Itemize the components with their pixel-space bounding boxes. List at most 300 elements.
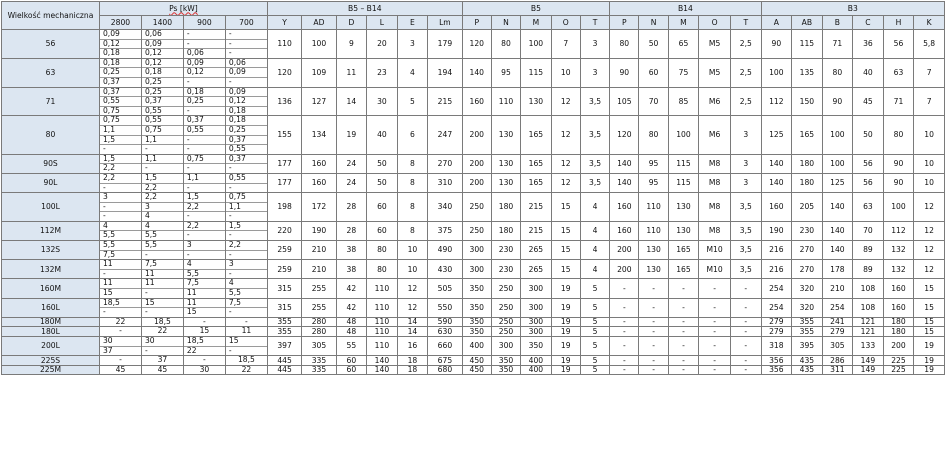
b5b14-cell: 80 — [367, 241, 398, 260]
power-value: 0,12 — [100, 40, 141, 50]
power-value: 1,5 — [100, 155, 141, 165]
power-value: 1,1 — [142, 155, 183, 165]
power-value: 22 — [157, 326, 168, 336]
b14-cell: - — [731, 327, 762, 337]
power-value: 0,09 — [226, 88, 267, 98]
b14-cell: 95 — [639, 173, 668, 192]
b14-cell: 85 — [668, 87, 699, 116]
b5b14-cell: 14 — [336, 87, 367, 116]
b5-cell: 165 — [521, 116, 552, 154]
power-value: 1,5 — [184, 193, 225, 203]
b5b14-cell: 60 — [336, 365, 367, 375]
power-value: - — [144, 307, 148, 317]
b3-cell: 318 — [761, 337, 792, 356]
power-cell — [225, 241, 267, 260]
b5b14-cell: 630 — [428, 327, 462, 337]
power-value: - — [186, 76, 190, 86]
b3-cell: 19 — [914, 365, 945, 375]
b14-cell: 100 — [668, 116, 699, 154]
b5b14-cell: 30 — [367, 87, 398, 116]
b5b14-cell: 14 — [397, 327, 428, 337]
b14-cell: - — [610, 365, 639, 375]
b3-cell: 178 — [822, 260, 853, 279]
power-value: 0,18 — [228, 105, 246, 115]
power-value: 1,1 — [100, 126, 141, 136]
power-cell — [183, 337, 225, 356]
b14-cell: 200 — [610, 241, 639, 260]
b5b14-cell: 177 — [267, 154, 301, 173]
b5-cell: 5 — [580, 298, 609, 317]
power-cell — [225, 30, 267, 59]
table-row — [2, 279, 945, 298]
power-value: 0,18 — [142, 68, 183, 78]
b14-cell: - — [639, 327, 668, 337]
power-value: - — [186, 144, 190, 154]
b5-cell: 12 — [551, 173, 580, 192]
size-cell: 225M — [2, 365, 100, 375]
b3-cell: 149 — [853, 365, 884, 375]
power-value: 0,12 — [184, 68, 225, 78]
power-cell — [99, 154, 141, 173]
b3-cell: 150 — [792, 87, 823, 116]
b5b14-cell: 100 — [302, 30, 336, 59]
b3-cell: 435 — [792, 365, 823, 375]
power-value: - — [245, 317, 248, 326]
power-cell — [183, 116, 225, 154]
power-cell — [99, 279, 141, 298]
power-value: 5,5 — [228, 288, 241, 298]
power-value: 0,25 — [144, 76, 162, 86]
b5b14-cell: 110 — [367, 298, 398, 317]
power-cell — [141, 87, 183, 116]
b14-cell: 130 — [639, 241, 668, 260]
power-cell — [225, 154, 267, 173]
b3-cell: 15 — [914, 279, 945, 298]
b5b14-cell: 375 — [428, 221, 462, 240]
size-cell: 160M — [2, 279, 100, 298]
b5b14-cell: 24 — [336, 173, 367, 192]
b3-cell: 90 — [883, 154, 914, 173]
b5-cell: 215 — [521, 221, 552, 240]
power-cell — [141, 365, 183, 375]
b5b14-cell: 315 — [267, 298, 301, 317]
b14-cell: 160 — [610, 193, 639, 222]
b5b14-cell: 280 — [302, 327, 336, 337]
b14-cell: 95 — [639, 154, 668, 173]
b5b14-cell: 48 — [336, 327, 367, 337]
b14-cell: - — [610, 327, 639, 337]
b5-cell: 180 — [491, 193, 520, 222]
power-value: - — [184, 40, 225, 50]
b5-cell: 15 — [551, 241, 580, 260]
b5b14-cell: 490 — [428, 241, 462, 260]
speed-header: 700 — [225, 16, 267, 30]
ps-header-label: Ps [kW] — [169, 3, 198, 13]
b5-cell: 265 — [521, 241, 552, 260]
b3-cell: 305 — [822, 337, 853, 356]
power-cell — [225, 87, 267, 116]
b5b14-cell: 430 — [428, 260, 462, 279]
b3-cell: 241 — [822, 317, 853, 327]
b5-cell: 300 — [521, 298, 552, 317]
power-value: 30 — [100, 337, 141, 347]
b5-cell: 4 — [580, 241, 609, 260]
table-row — [2, 241, 945, 260]
b3-cell: 279 — [822, 327, 853, 337]
b5-cell: 3,5 — [580, 87, 609, 116]
b3-cell: 45 — [853, 87, 884, 116]
b14-cell: - — [639, 356, 668, 366]
b5b14-cell: 340 — [428, 193, 462, 222]
b5b14-cell: 8 — [397, 154, 428, 173]
b5-cell: 400 — [521, 356, 552, 366]
b3-cell: 311 — [822, 365, 853, 375]
power-value: 0,06 — [142, 30, 183, 40]
b14-cell: M5 — [699, 58, 731, 87]
b5b14-cell: 19 — [336, 116, 367, 154]
b3-cell: 254 — [761, 279, 792, 298]
table-row — [2, 365, 945, 375]
b5b14-cell: 127 — [302, 87, 336, 116]
power-value: - — [228, 345, 232, 355]
power-cell — [225, 327, 267, 337]
table-row — [2, 317, 945, 327]
table-row — [2, 116, 945, 154]
b5b14-cell: 110 — [367, 327, 398, 337]
b5-cell: 250 — [491, 317, 520, 327]
power-value: 5,5 — [142, 241, 183, 251]
b5b14-cell: 109 — [302, 58, 336, 87]
size-cell: 200L — [2, 337, 100, 356]
power-value: - — [228, 76, 232, 86]
power-value: - — [186, 230, 190, 240]
b3-cell: 180 — [883, 327, 914, 337]
b5-cell: 80 — [491, 30, 520, 59]
b5b14-cell: 110 — [367, 337, 398, 356]
b5b14-cell: 660 — [428, 337, 462, 356]
col-header-c: C — [853, 16, 884, 30]
power-cell — [225, 173, 267, 192]
b5b14-cell: 335 — [302, 356, 336, 366]
power-value: 0,18 — [184, 88, 225, 98]
b14-cell: - — [731, 279, 762, 298]
b5b14-cell: 315 — [267, 279, 301, 298]
b5-cell: 300 — [462, 260, 491, 279]
size-cell: 80 — [2, 116, 100, 154]
power-value: 0,55 — [228, 144, 246, 154]
b3-cell: 270 — [792, 260, 823, 279]
power-value: 11 — [144, 268, 155, 278]
power-value: 0,09 — [100, 30, 141, 40]
b3-cell: 140 — [761, 154, 792, 173]
b5-cell: 130 — [491, 173, 520, 192]
b5-cell: 4 — [580, 221, 609, 240]
power-value: 4 — [142, 222, 183, 232]
power-cell — [225, 365, 267, 375]
b14-cell: - — [639, 337, 668, 356]
b3-cell: 286 — [822, 356, 853, 366]
b5-cell: 230 — [491, 241, 520, 260]
b3-cell: 56 — [853, 173, 884, 192]
power-value: 30 — [199, 365, 210, 374]
power-value: 0,75 — [184, 155, 225, 165]
power-cell — [183, 241, 225, 260]
b14-cell: M8 — [699, 221, 731, 240]
b3-cell: 320 — [792, 279, 823, 298]
power-value: 3 — [226, 260, 267, 270]
b5-cell: 400 — [521, 365, 552, 375]
b14-cell: 80 — [639, 116, 668, 154]
b5b14-cell: 270 — [428, 154, 462, 173]
power-cell — [183, 173, 225, 192]
power-value: - — [119, 355, 122, 365]
col-header-b14-p: P — [610, 16, 639, 30]
power-cell — [183, 365, 225, 375]
b3-cell: 56 — [853, 154, 884, 173]
b5-cell: 15 — [551, 221, 580, 240]
size-cell: 132S — [2, 241, 100, 260]
b5-cell: 19 — [551, 327, 580, 337]
b3-cell: 125 — [822, 173, 853, 192]
b5b14-cell: 190 — [302, 221, 336, 240]
power-value: - — [226, 30, 267, 40]
col-header-k: K — [914, 16, 945, 30]
col-header-b5-n: N — [491, 16, 520, 30]
power-cell — [99, 365, 141, 375]
power-value: 3 — [142, 203, 183, 213]
power-value: 18,5 — [237, 355, 255, 365]
b3-cell: 100 — [883, 193, 914, 222]
power-value: 0,75 — [226, 193, 267, 203]
b3-cell: 100 — [761, 58, 792, 87]
b5b14-cell: 6 — [397, 116, 428, 154]
b5-cell: 5 — [580, 365, 609, 375]
b3-cell: 71 — [883, 87, 914, 116]
b5-cell: 5 — [580, 337, 609, 356]
b3-cell: 10 — [914, 173, 945, 192]
b5b14-cell: 210 — [302, 260, 336, 279]
power-value: 2,2 — [226, 241, 267, 251]
b14-cell: 200 — [610, 260, 639, 279]
b3-cell: 7 — [914, 87, 945, 116]
power-value: 22 — [186, 345, 197, 355]
b14-cell: - — [731, 317, 762, 327]
b14-cell: - — [610, 298, 639, 317]
b3-cell: 112 — [883, 221, 914, 240]
b5-cell: 300 — [521, 279, 552, 298]
power-value: 0,06 — [186, 48, 204, 58]
power-value: 1,1 — [142, 136, 183, 146]
b3-cell: 89 — [853, 241, 884, 260]
power-value: - — [228, 211, 232, 221]
power-value: 45 — [115, 365, 126, 374]
b14-cell: 110 — [639, 221, 668, 240]
table-row — [2, 193, 945, 222]
b5b14-cell: 198 — [267, 193, 301, 222]
power-value: - — [144, 249, 148, 259]
b3-cell: 63 — [883, 58, 914, 87]
power-cell — [141, 298, 183, 317]
power-value: - — [228, 182, 232, 192]
power-value: 1,5 — [226, 222, 267, 232]
col-header-b5-p: P — [462, 16, 491, 30]
b3-cell: 100 — [822, 116, 853, 154]
b5-cell: 450 — [462, 356, 491, 366]
b5b14-cell: 4 — [397, 58, 428, 87]
b14-cell: - — [639, 298, 668, 317]
power-value: 11 — [184, 299, 225, 309]
b14-cell: - — [699, 356, 731, 366]
power-cell — [183, 317, 225, 327]
power-value: 1,1 — [184, 174, 225, 184]
group-header-b5: B5 — [462, 2, 610, 16]
power-value: 7,5 — [226, 299, 267, 309]
b5-cell: 200 — [462, 173, 491, 192]
power-cell — [225, 58, 267, 87]
col-header-l: L — [367, 16, 398, 30]
b14-cell: - — [639, 317, 668, 327]
b5-cell: 115 — [521, 58, 552, 87]
b3-cell: 149 — [853, 356, 884, 366]
power-value: 7,5 — [142, 260, 183, 270]
b14-cell: 2,5 — [731, 58, 762, 87]
header-row-columns — [2, 16, 945, 30]
power-value: 5,5 — [100, 241, 141, 251]
b5b14-cell: 8 — [397, 173, 428, 192]
b3-cell: 279 — [761, 317, 792, 327]
power-value: - — [226, 40, 267, 50]
b5b14-cell: 160 — [302, 173, 336, 192]
b14-cell: - — [668, 337, 699, 356]
table-row — [2, 327, 945, 337]
power-cell — [225, 279, 267, 298]
b5b14-cell: 12 — [397, 279, 428, 298]
power-value: - — [144, 163, 148, 173]
b14-cell: - — [699, 279, 731, 298]
b5-cell: 95 — [491, 58, 520, 87]
b5b14-cell: 9 — [336, 30, 367, 59]
power-cell — [141, 356, 183, 366]
b14-cell: 50 — [639, 30, 668, 59]
power-cell — [99, 87, 141, 116]
b3-cell: 140 — [822, 193, 853, 222]
b5b14-cell: 155 — [267, 116, 301, 154]
b14-cell: - — [610, 317, 639, 327]
b14-cell: - — [731, 337, 762, 356]
b5b14-cell: 305 — [302, 337, 336, 356]
power-cell — [183, 193, 225, 222]
power-cell — [99, 193, 141, 222]
b3-cell: 254 — [761, 298, 792, 317]
power-value: 2,2 — [142, 193, 183, 203]
b3-cell: 140 — [822, 221, 853, 240]
b5b14-cell: 28 — [336, 221, 367, 240]
col-header-b5-m: M — [521, 16, 552, 30]
header-row-groups — [2, 2, 945, 16]
col-header-b14-n: N — [639, 16, 668, 30]
b5-cell: 350 — [462, 279, 491, 298]
power-value: 11 — [186, 288, 197, 298]
b3-cell: 12 — [914, 193, 945, 222]
b5-cell: 3,5 — [580, 154, 609, 173]
b14-cell: 90 — [610, 58, 639, 87]
power-value: 7,5 — [184, 279, 225, 289]
power-value: 0,18 — [102, 48, 120, 58]
b14-cell: 105 — [610, 87, 639, 116]
power-value: 0,25 — [226, 126, 267, 136]
b5b14-cell: 8 — [397, 193, 428, 222]
b5b14-cell: 38 — [336, 260, 367, 279]
b5-cell: 160 — [462, 87, 491, 116]
b3-cell: 135 — [792, 58, 823, 87]
b3-cell: 90 — [761, 30, 792, 59]
size-cell: 160L — [2, 298, 100, 317]
b5-cell: 140 — [462, 58, 491, 87]
power-cell — [141, 327, 183, 337]
b3-cell: 19 — [914, 337, 945, 356]
b3-cell: 12 — [914, 260, 945, 279]
b5-cell: 300 — [491, 337, 520, 356]
b5b14-cell: 136 — [267, 87, 301, 116]
b14-cell: 130 — [668, 221, 699, 240]
size-cell: 112M — [2, 221, 100, 240]
b3-cell: 70 — [853, 221, 884, 240]
power-value: 4 — [144, 211, 150, 221]
power-cell — [141, 193, 183, 222]
b3-cell: 180 — [792, 173, 823, 192]
power-cell — [225, 260, 267, 279]
power-value: 2,2 — [100, 174, 141, 184]
power-cell — [99, 317, 141, 327]
b5-cell: 15 — [551, 193, 580, 222]
b5b14-cell: 14 — [397, 317, 428, 327]
b5b14-cell: 28 — [336, 193, 367, 222]
power-value: 11 — [241, 326, 252, 336]
b3-cell: 40 — [853, 58, 884, 87]
power-value: 0,55 — [142, 116, 183, 126]
col-header-b5-o: O — [551, 16, 580, 30]
b5b14-cell: 18 — [397, 365, 428, 375]
b14-cell: - — [731, 356, 762, 366]
b5-cell: 19 — [551, 365, 580, 375]
b14-cell: - — [668, 298, 699, 317]
b14-cell: - — [639, 365, 668, 375]
power-value: - — [102, 211, 106, 221]
power-cell — [141, 241, 183, 260]
power-cell — [225, 356, 267, 366]
table-row — [2, 221, 945, 240]
b14-cell: - — [699, 298, 731, 317]
b3-cell: 5,8 — [914, 30, 945, 59]
b3-cell: 355 — [792, 317, 823, 327]
b3-cell: 121 — [853, 317, 884, 327]
b3-cell: 356 — [761, 356, 792, 366]
b3-cell: 270 — [792, 241, 823, 260]
b3-cell: 115 — [792, 30, 823, 59]
b5b14-cell: 3 — [397, 30, 428, 59]
table-row — [2, 337, 945, 356]
power-cell — [141, 221, 183, 240]
table-row — [2, 87, 945, 116]
b3-cell: 140 — [822, 241, 853, 260]
power-cell — [99, 116, 141, 154]
b5-cell: 350 — [491, 356, 520, 366]
b3-cell: 140 — [761, 173, 792, 192]
b14-cell: 110 — [639, 193, 668, 222]
table-row — [2, 260, 945, 279]
b14-cell: M5 — [699, 30, 731, 59]
b5b14-cell: 110 — [367, 317, 398, 327]
